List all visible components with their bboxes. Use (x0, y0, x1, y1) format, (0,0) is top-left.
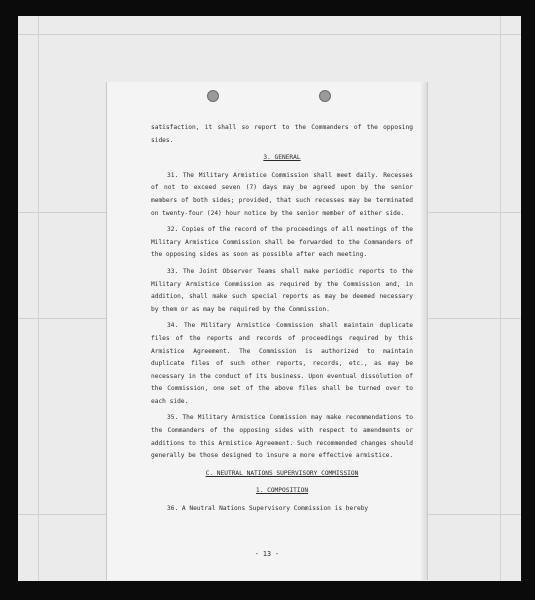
punch-hole-left (207, 90, 219, 102)
ruled-line (38, 16, 39, 581)
section-c-heading: C. NEUTRAL NATIONS SUPERVISORY COMMISSION (205, 469, 359, 477)
subsection-heading: 1. COMPOSITION (255, 487, 309, 495)
paragraph-35: 35. The Military Armistice Commission may make recommendations to the Commanders of the opposing sides with respect to amendments or additions to this Armistice Agreement. Such recommended changes should generally be those designed to insure a more effective armistice. (151, 414, 413, 460)
page-edge (421, 82, 427, 580)
paragraph-32: 32. Copies of the record of the proceedings of all meetings of the Military Armistice Commission shall be forwarded to the Commanders of the opposing sides as soon as possible after each meeting. (151, 226, 413, 259)
opening-line: satisfaction, it shall so report to the Commanders of the opposing sides. (151, 124, 413, 144)
paragraph-34: 34. The Military Armistice Commission shall maintain duplicate files of the reports and records of proceedings required by this Armistice Agreement. The Commission is authorized to maintain duplicate files of such other reports, records, etc., as may be necessary in the conduct of its business. Upon eventual dissolution of the Commission, one set of the above files shall be turned over to each side. (151, 322, 413, 405)
ruled-line (500, 16, 501, 581)
ruled-line (18, 34, 521, 35)
page-number: - 13 - (254, 550, 280, 558)
document-page (107, 82, 427, 580)
paragraph-36: 36. A Neutral Nations Supervisory Commission is hereby (167, 505, 369, 513)
paragraph-31: 31. The Military Armistice Commission shall meet daily. Recesses of not to exceed seven (7) days may be agreed upon by the senior members of both sides; provided, that such recesses may be terminated on twenty-four (24) hour notice by the senior member of either side. (151, 171, 413, 217)
section-heading: 3. GENERAL (263, 154, 301, 162)
paragraph-33: 33. The Joint Observer Teams shall make periodic reports to the Military Armistice Commission as required by the Commission and, in addition, shall make such special reports as may be deemed necessary by them or as may be required by the Commission. (151, 267, 413, 313)
document-body (151, 122, 413, 516)
punch-hole-right (319, 90, 331, 102)
